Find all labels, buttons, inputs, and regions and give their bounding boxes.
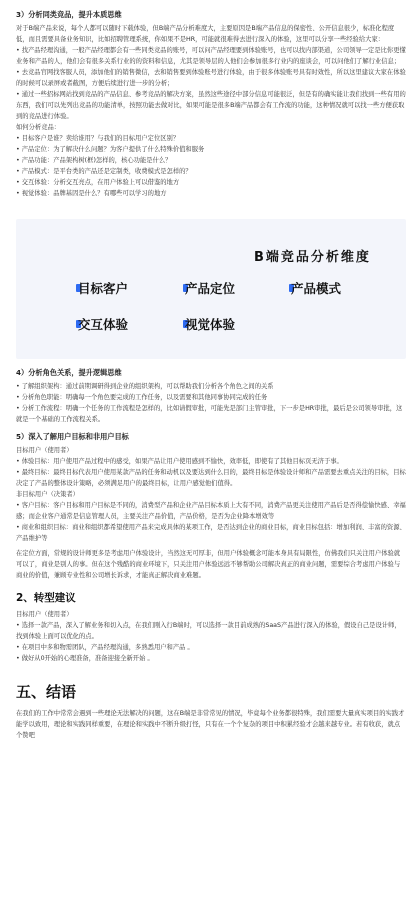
list-item: • 视觉体验：品牌基因是什么？有哪些可以学习的地方 — [16, 190, 167, 197]
subheading: 非目标用户（决策者） — [16, 491, 79, 498]
paragraph: 在我们的工作中常常会遇到一些理论无法解决的问题，这在B端是非常常见的情况，毕竟每个业务都很特殊，我们需要大量真实项目的实践才能学以致用，理论和实践同样重要，在理论和实践中不断升级打怪，只有在一个个复杂的项目中积累经验才会越来越专业。若有收获，就点个赞吧 — [16, 710, 405, 739]
list-item: • 通过一些招标网站找到竞品的产品信息、参考竞品的解决方案，虽然这些途径中部分信息可能很泛，但是有的确实能让我们找到一些有用的东西，我们可以先列出竞品的功能清单，按照功能去做对比，如果可能是很多B端产品都会有工作流的功能，这种情况就可以找一些方便获取到的竞品进行体验。 — [16, 91, 406, 120]
list-item: • 分析角色职能：明确每一个角色要完成的工作任务，以及需要和其他同事协同完成的任务 — [16, 394, 268, 401]
banner-item-model: 产品模式 — [291, 281, 342, 296]
paragraph: 如何分析竞品： — [16, 124, 61, 131]
list-item: • 去竞品官网找客服人员，添加他们的销售微信，去和销售要到体验账号进行体验，由于很多体验账号具有时效性，所以这里建议大家在体验的时候可以录屏或者截图，方便后续进行进一步的分析； — [16, 69, 406, 87]
list-item: • 商业和组织目标：商业和组织都希望使用产品来完成具体的某项工作，是否达到企业的商业目标，商业目标包括：增加利润、丰富的资源、产品维护等 — [16, 524, 406, 542]
competitor-dimensions-banner — [16, 219, 406, 359]
section-heading-conclusion: 五、结语 — [16, 683, 77, 701]
paragraph: 对于B端产品来说，每个人都可以随时下载体验，但B端产品分析难度大，主要原因是B端产品信息的保密性、公开信息很少，标准化程度低，而且需要具备业务知识，比如招聘管理系统，你如果不是HR，可能就很难得去进行深入的体验，这里可以分享一些经验给大家： — [16, 25, 395, 43]
list-item: • 选择一款产品，深入了解业务和切入点，在我们刚入行B端时，可以选择一款目前成熟的SaaS产品进行深入的体验，假设自己是设计师，找到体验上面可以优化的点。 — [16, 622, 401, 640]
paragraph: 在定位方面，常规的设计师更多是考虑用户体验设计，当然这无可厚非，但用户体验概念可能本身具有局限性，仿佛我们只关注用户体验就可以了，商业是别人的事。但在这个残酷的商业环境下，只关注用户体验远远不够帮助公司解决真正的商业问题，需要综合考虑用户体验与商业的价值，兼顾专业性和公司增长诉求，才能真正解决商业难题。 — [16, 550, 401, 579]
section-heading-role-relationship: 4）分析角色关系，提升逻辑思维 — [16, 368, 122, 377]
list-item: • 产品模式：是平台类的产品还是定制类，收费模式是怎样的？ — [16, 168, 192, 175]
list-item: • 交互体验：分析交互亮点，在用户体验上可以借鉴的地方 — [16, 179, 180, 186]
banner-title: B端竞品分析维度 — [254, 250, 371, 265]
list-item: • 做好从0开始的心理准备，准备迎接全新开始 。 — [16, 655, 154, 662]
banner-item-target-customer: 目标客户 — [78, 281, 129, 296]
list-item: • 分析工作流程：明确一个任务的工作流程是怎样的，比如请假审批，可能先是部门主管审批，下一步是HR审批，最后是公司领导审批，这就是一个基础的工作流程关系。 — [16, 405, 403, 423]
banner-item-interaction: 交互体验 — [78, 317, 129, 332]
banner-item-visual: 视觉体验 — [185, 317, 236, 332]
subheading: 目标用户（使用者） — [16, 611, 73, 618]
banner-item-positioning: 产品定位 — [185, 281, 236, 296]
list-item: • 目标客户是谁？卖给谁用？与我们的目标用户定位区别？ — [16, 135, 180, 142]
section-heading-user-goals: 5）深入了解用户目标和非用户目标 — [16, 432, 129, 441]
subheading: 目标用户（使用者） — [16, 447, 73, 454]
list-item: • 体验目标：用户使用产品过程中的感受，如果产品让用户使用感到不愉快，效率低，即使有了其他目标页无济于事。 — [16, 458, 343, 465]
list-item: • 最终目标：最终目标代表用户使用某款产品的任务和动机以及要达到什么目的，最终目标是体验设计师和产品需要去重点关注的目标，目标决定了产品的整体设计策略，必须满足用户的最终目标，让用户感觉他们值得。 — [16, 469, 406, 487]
list-item: • 了解组织架构：通过前期调研得到企业的组织架构，可以帮助我们分析各个角色之间的关系 — [16, 383, 274, 390]
list-item: • 找产品经理沟通，一般产品经理都会有一些同类竞品的账号，可以问产品经理要到体验账号，也可以找内部渠道，公司领导一定是比你更懂业务和产品的人，他们会有很多关系行业的的资料和信息，尤其是领导层的人他们会参加很多行业内的座谈会，可以问他们了解行业信息； — [16, 47, 406, 65]
list-item: • 产品功能：产品架构树(框)怎样的，核心功能是什么？ — [16, 157, 172, 164]
list-item: • 在项目中多和物需团队，产品经理沟通，多熟悉用户和产品 。 — [16, 644, 194, 651]
section-heading-competitor-analysis: 3）分析同类竞品，提升本质思维 — [16, 10, 122, 19]
list-item: • 客户目标：客户目标和用户目标是不同的，消费型产品和企业产品目标本质上大有不同，消费产品更关注使用产品后是否得偿愉快感、幸福感；而企业客户通常是信息管理人员，主要关注产品价值，产品价格，是否为企业降本增效等 — [16, 502, 406, 520]
section-heading-transition-advice: 2、转型建议 — [16, 592, 76, 604]
list-item: • 产品定位：为了解决什么问题？为客户提供了什么特殊价值和服务 — [16, 146, 205, 153]
